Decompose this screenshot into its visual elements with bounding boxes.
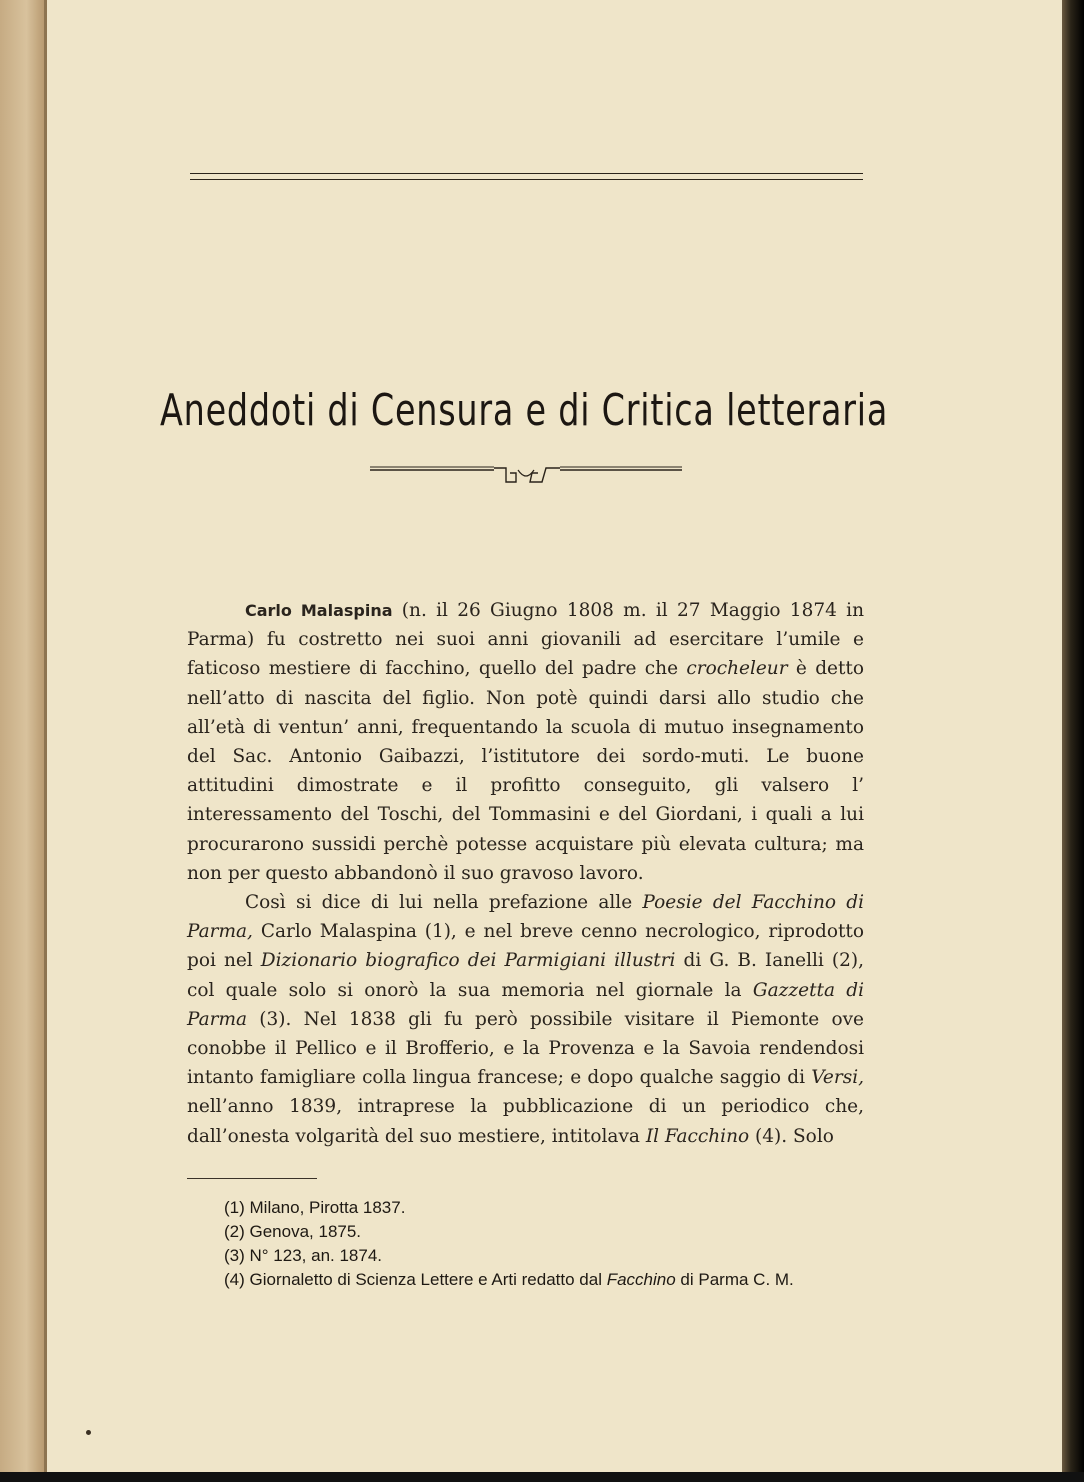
footnote-rule <box>187 1178 317 1179</box>
footnote-4: (4) Giornaletto di Scienza Lettere e Arti redatto dal Facchino di Parma C. M. <box>224 1270 794 1289</box>
ink-speck <box>86 1430 91 1435</box>
article-title: Aneddoti di Censura e di Critica letteraria <box>160 385 889 436</box>
paragraph-2: Così si dice di lui nella prefazione alle Poesie del Facchino di Parma, Carlo Malaspina (1), e nel breve cenno necrologico, riprodotto poi nel Dizionario biografico dei Parmigiani illustri di G. B. Ianelli (2), col quale solo si onorò la sua memoria nel giornale la Gazzetta di Parma (3). Nel 1838 gli fu però possibile visitare il Piemonte ove conobbe il Pellico e il Brofferio, e la Provenza e la Savoia rendendosi intanto famigliare colla lingua francese; e dopo qualche saggio di Versi, nell’anno 1839, intraprese la pubblicazione di un periodico che, dall’onesta volgarità del suo mestiere, intitolava Il Facchino (4). Solo <box>187 892 865 1147</box>
page-bottom-edge <box>0 1472 1084 1482</box>
footnote-1: (1) Milano, Pirotta 1837. <box>224 1198 406 1217</box>
footnote-2: (2) Genova, 1875. <box>224 1222 362 1241</box>
title-ornament <box>370 462 682 494</box>
article-body <box>187 596 864 1151</box>
footnote-3: (3) N° 123, an. 1874. <box>224 1246 383 1265</box>
header-double-rule <box>190 173 863 180</box>
binding-strip <box>0 0 44 1482</box>
paragraph-1: Carlo Malaspina (n. il 26 Giugno 1808 m. il 27 Maggio 1874 in Parma) fu costretto nei suoi anni giovanili ad esercitare l’umile e faticoso mestiere di facchino, quello del padre che crocheleur è detto nell’atto di nascita del figlio. Non potè quindi darsi allo studio che all’età di ventun’ anni, frequentando la scuola di mutuo insegnamento del Sac. Antonio Gaibazzi, l’istitutore dei sordo-muti. Le buone attitudini dimostrate e il profitto conseguito, gli valsero l’ interessamento del Toschi, del Tommasini e del Giordani, i quali a lui procurarono sussidi perchè potesse acquistare più elevata cultura; ma non per questo abbandonò il suo gravoso lavoro. <box>187 600 864 884</box>
page-edge <box>1062 0 1084 1482</box>
author-name: Carlo Malaspina <box>245 601 393 620</box>
footnotes <box>224 1196 884 1292</box>
gutter-line <box>44 0 47 1482</box>
